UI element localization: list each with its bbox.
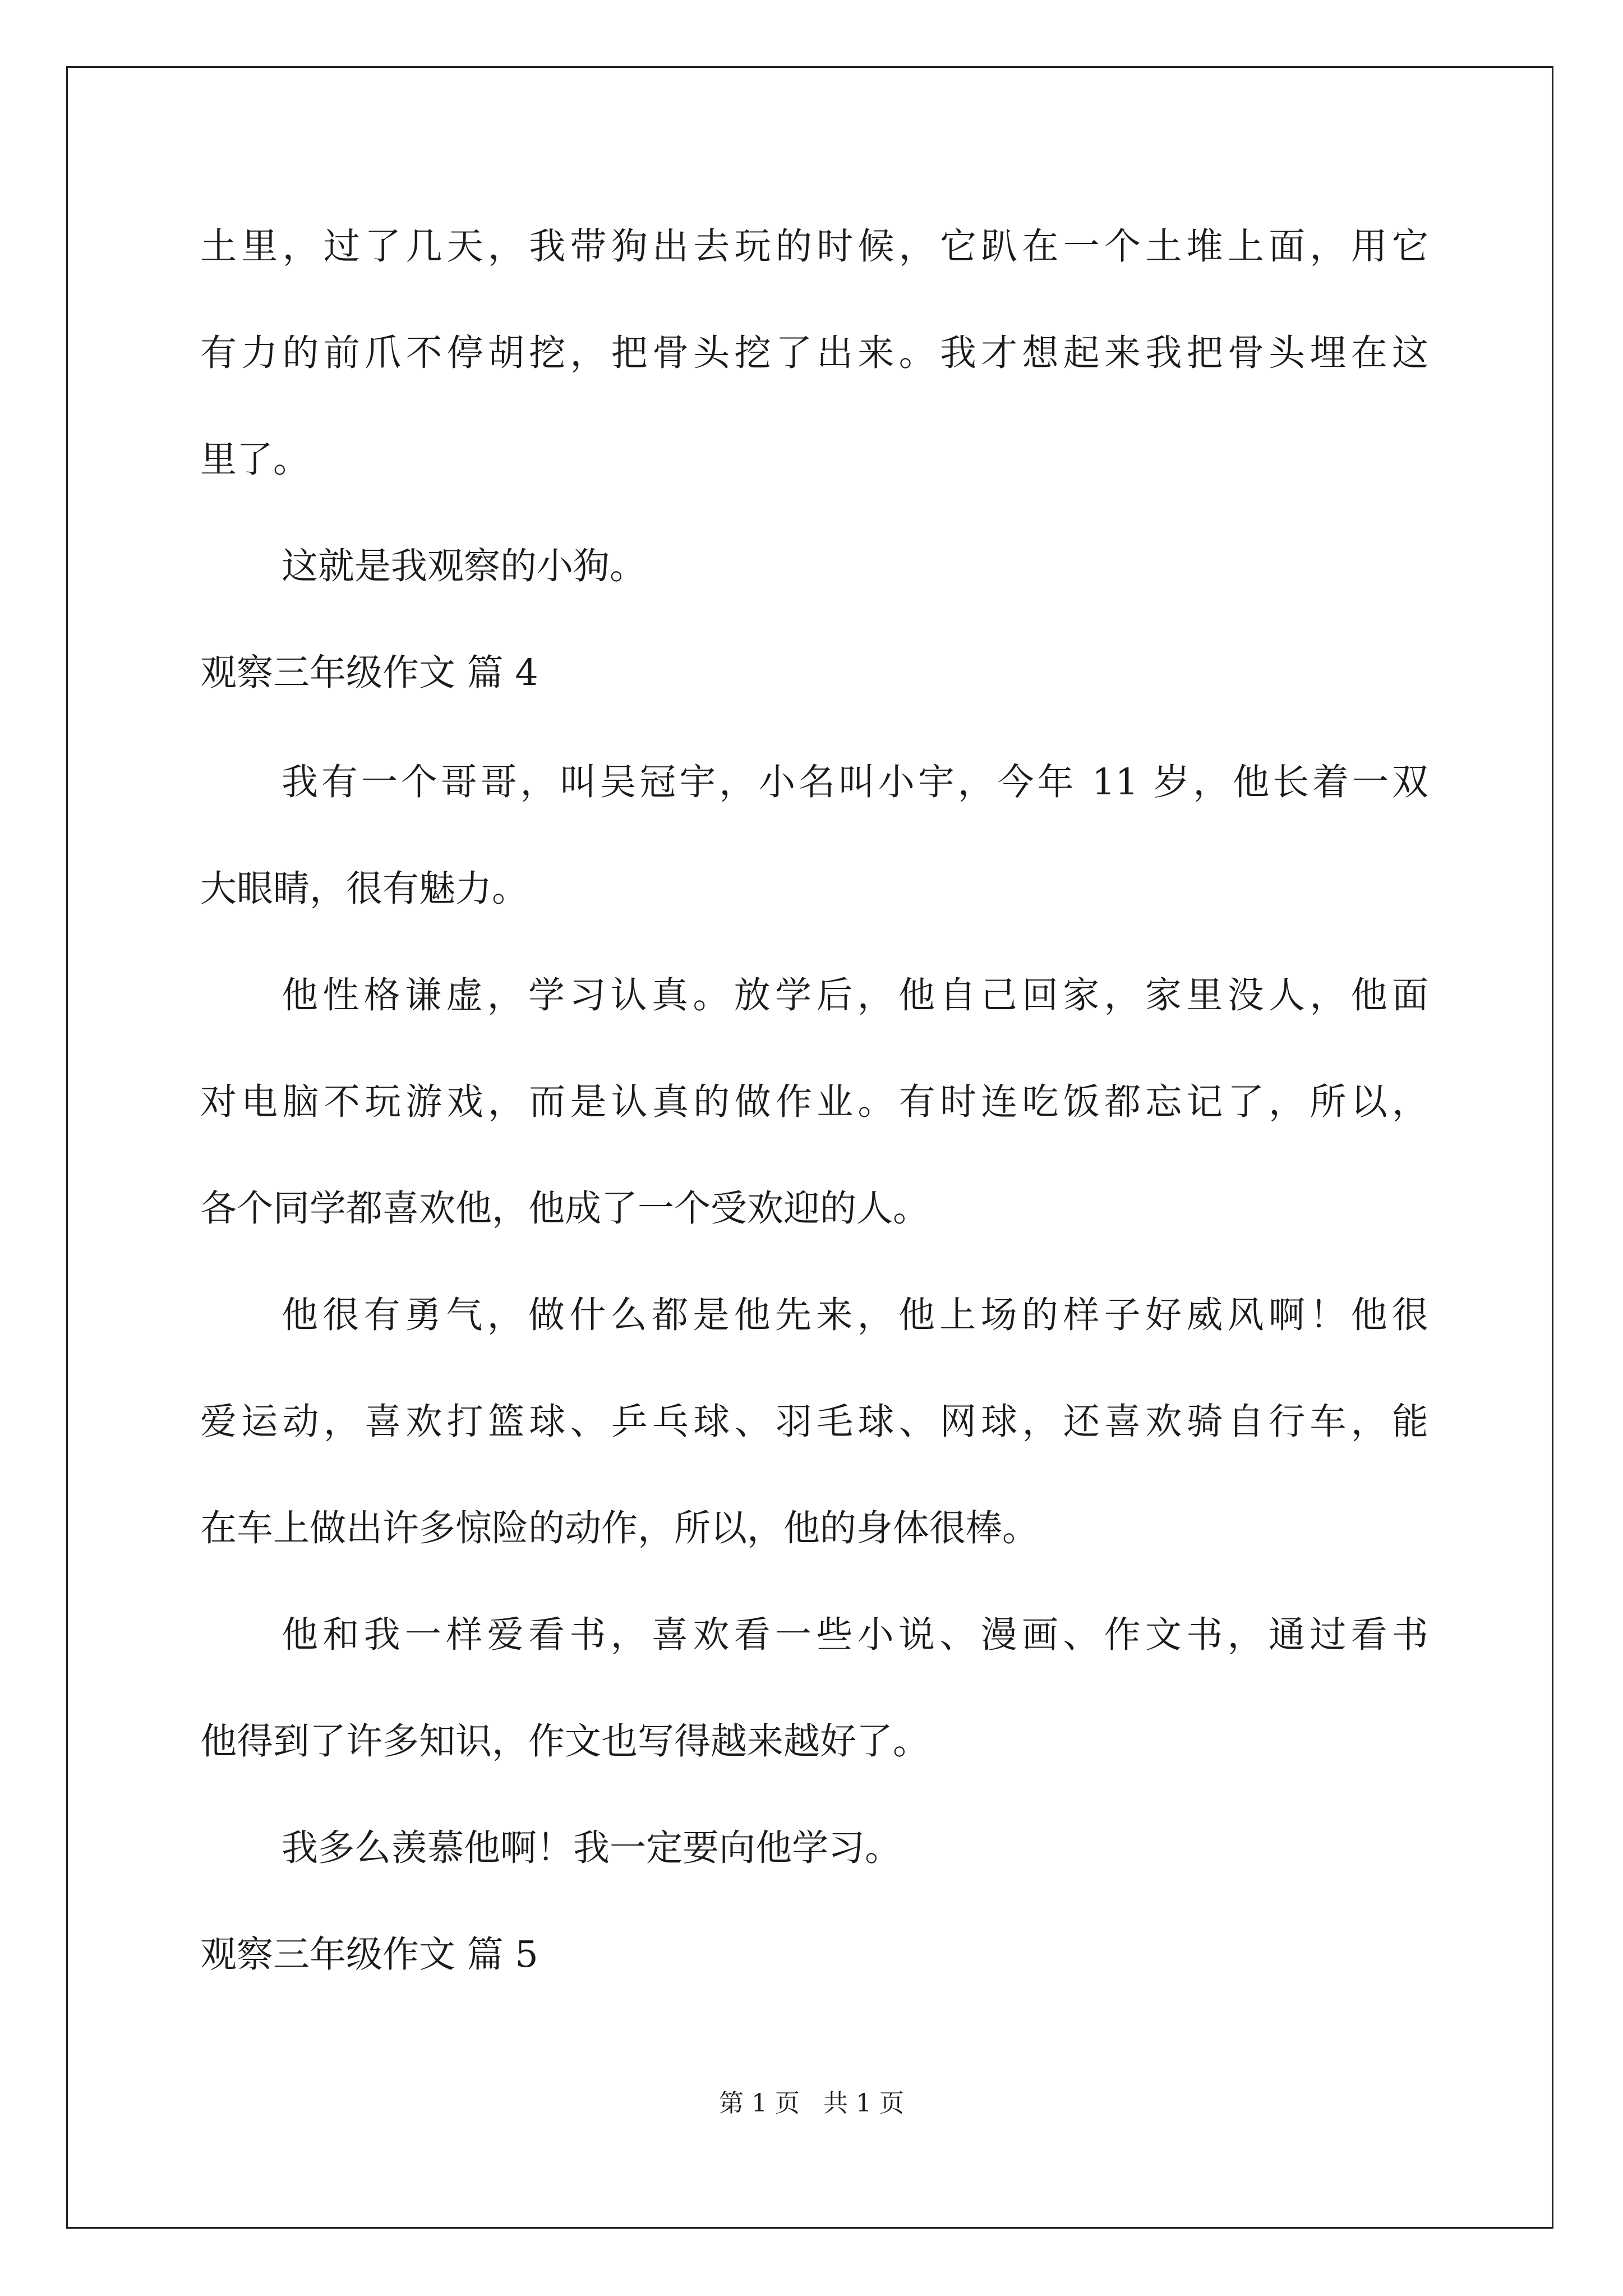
text-line: 各个同学都喜欢他，他成了一个受欢迎的人。 <box>200 1188 930 1230</box>
page-footer: 第 1 页 共 1 页 <box>719 2089 904 2118</box>
text-line: 这就是我观察的小狗。 <box>282 545 647 587</box>
text-line: 里了。 <box>200 439 310 481</box>
text-line: 我有一个哥哥，叫吴冠宇，小名叫小宇，今年 11 岁，他长着一双 <box>282 761 1428 803</box>
text-line: 我多么羡慕他啊！我一定要向他学习。 <box>282 1827 902 1869</box>
text-line: 在车上做出许多惊险的动作，所以，他的身体很棒。 <box>200 1507 1039 1549</box>
text-line: 他和我一样爱看书，喜欢看一些小说、漫画、作文书，通过看书 <box>282 1614 1428 1656</box>
text-line: 爱运动，喜欢打篮球、乒乓球、羽毛球、网球，还喜欢骑自行车，能 <box>200 1401 1428 1443</box>
text-line: 大眼睛，很有魅力。 <box>200 868 529 910</box>
text-line: 他得到了许多知识，作文也写得越来越好了。 <box>200 1720 930 1763</box>
text-line: 土里，过了几天，我带狗出去玩的时候，它趴在一个土堆上面，用它 <box>200 226 1428 268</box>
text-line: 对电脑不玩游戏，而是认真的做作业。有时连吃饭都忘记了，所以， <box>200 1081 1428 1123</box>
section-heading: 观察三年级作文 篇 5 <box>200 1934 538 1976</box>
text-line: 有力的前爪不停胡挖，把骨头挖了出来。我才想起来我把骨头埋在这 <box>200 332 1428 374</box>
page-frame <box>66 66 1553 2229</box>
text-line: 他性格谦虚，学习认真。放学后，他自己回家，家里没人，他面 <box>282 974 1428 1016</box>
section-heading: 观察三年级作文 篇 4 <box>200 652 538 694</box>
text-line: 他很有勇气，做什么都是他先来，他上场的样子好威风啊！他很 <box>282 1294 1428 1336</box>
